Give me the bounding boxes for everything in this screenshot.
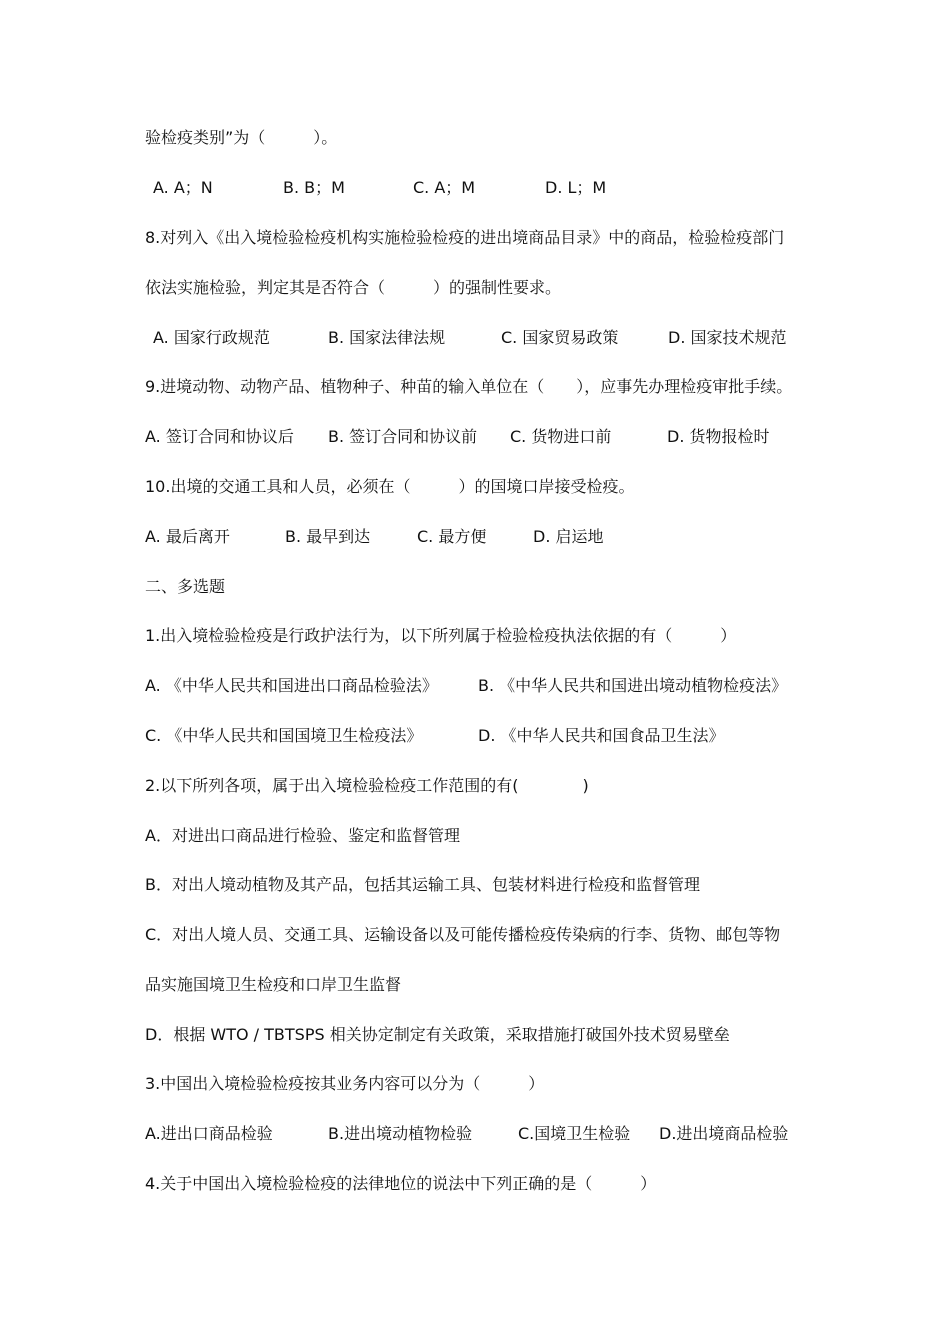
q8-option-a: A. 国家行政规范 [153,328,270,347]
mq1-text: 1.出入境检验检疫是行政护法行为，以下所列属于检验检疫执法依据的有（ ） [145,626,737,645]
mq2-option-c-continued: 品实施国境卫生检疫和口岸卫生监督 [145,975,402,994]
mq2-option-b: B．对出人境动植物及其产品，包括其运输工具、包装材料进行检疫和监督管理 [145,875,700,894]
q9-option-c: C. 货物进口前 [510,427,612,446]
q8-option-c: C. 国家贸易政策 [501,328,619,347]
mq1-option-b: B. 《中华人民共和国进出境动植物检疫法》 [478,676,788,695]
q8-text-continued: 依法实施检验，判定其是否符合（ ）的强制性要求。 [145,278,562,297]
q7-option-c: C. A；M [413,178,476,197]
q7-options [145,175,825,201]
mq3-option-c: C.国境卫生检验 [518,1124,631,1143]
q8-option-d: D. 国家技术规范 [668,328,787,347]
mq2-option-a: A．对进出口商品进行检验、鉴定和监督管理 [145,826,460,845]
q9-option-d: D. 货物报检时 [667,427,770,446]
q9-option-b: B. 签订合同和协议前 [328,427,478,446]
q10-option-d: D. 启运地 [533,527,604,546]
q9-option-a: A. 签订合同和协议后 [145,427,294,446]
q7-option-d: D. L；M [545,178,607,197]
q7-option-b: B. B；M [283,178,345,197]
mq3-option-a: A.进出口商品检验 [145,1124,273,1143]
mq1-option-c: C. 《中华人民共和国国境卫生检疫法》 [145,726,423,745]
mq1-option-a: A. 《中华人民共和国进出口商品检验法》 [145,676,438,695]
q8-text: 8.对列入《出入境检验检疫机构实施检验检疫的进出境商品目录》中的商品，检验检疫部门 [145,228,785,247]
mq1-options-row2 [145,723,825,749]
q8-options [145,325,825,351]
section-heading: 二、多选题 [145,577,226,596]
q8-option-b: B. 国家法律法规 [328,328,446,347]
mq3-text: 3.中国出入境检验检疫按其业务内容可以分为（ ） [145,1074,545,1093]
q10-option-a: A. 最后离开 [145,527,230,546]
q9-options [145,424,825,450]
mq2-option-d: D．根据 WTO / TBTSPS 相关协定制定有关政策，采取措施打破国外技术贸易壁垒 [145,1025,730,1044]
q7-option-a: A. A；N [153,178,213,197]
q9-text: 9.进境动物、动物产品、植物种子、种苗的输入单位在（ ），应事先办理检疫审批手续。 [145,377,793,396]
q7-text-continued: 验检疫类别”为（ ）。 [145,128,338,147]
mq2-text: 2.以下所列各项，属于出入境检验检疫工作范围的有( ) [145,776,589,795]
q10-option-c: C. 最方便 [417,527,487,546]
mq3-option-b: B.进出境动植物检验 [328,1124,473,1143]
mq3-options [145,1121,825,1147]
mq1-options-row1 [145,673,825,699]
mq2-option-c: C．对出人境人员、交通工具、运输设备以及可能传播检疫传染病的行李、货物、邮包等物 [145,925,781,944]
q10-text: 10.出境的交通工具和人员，必须在（ ）的国境口岸接受检疫。 [145,477,635,496]
q10-option-b: B. 最早到达 [285,527,371,546]
mq3-option-d: D.进出境商品检验 [659,1124,789,1143]
q10-options [145,524,825,550]
mq4-text: 4.关于中国出入境检验检疫的法律地位的说法中下列正确的是（ ） [145,1174,657,1193]
mq1-option-d: D. 《中华人民共和国食品卫生法》 [478,726,725,745]
